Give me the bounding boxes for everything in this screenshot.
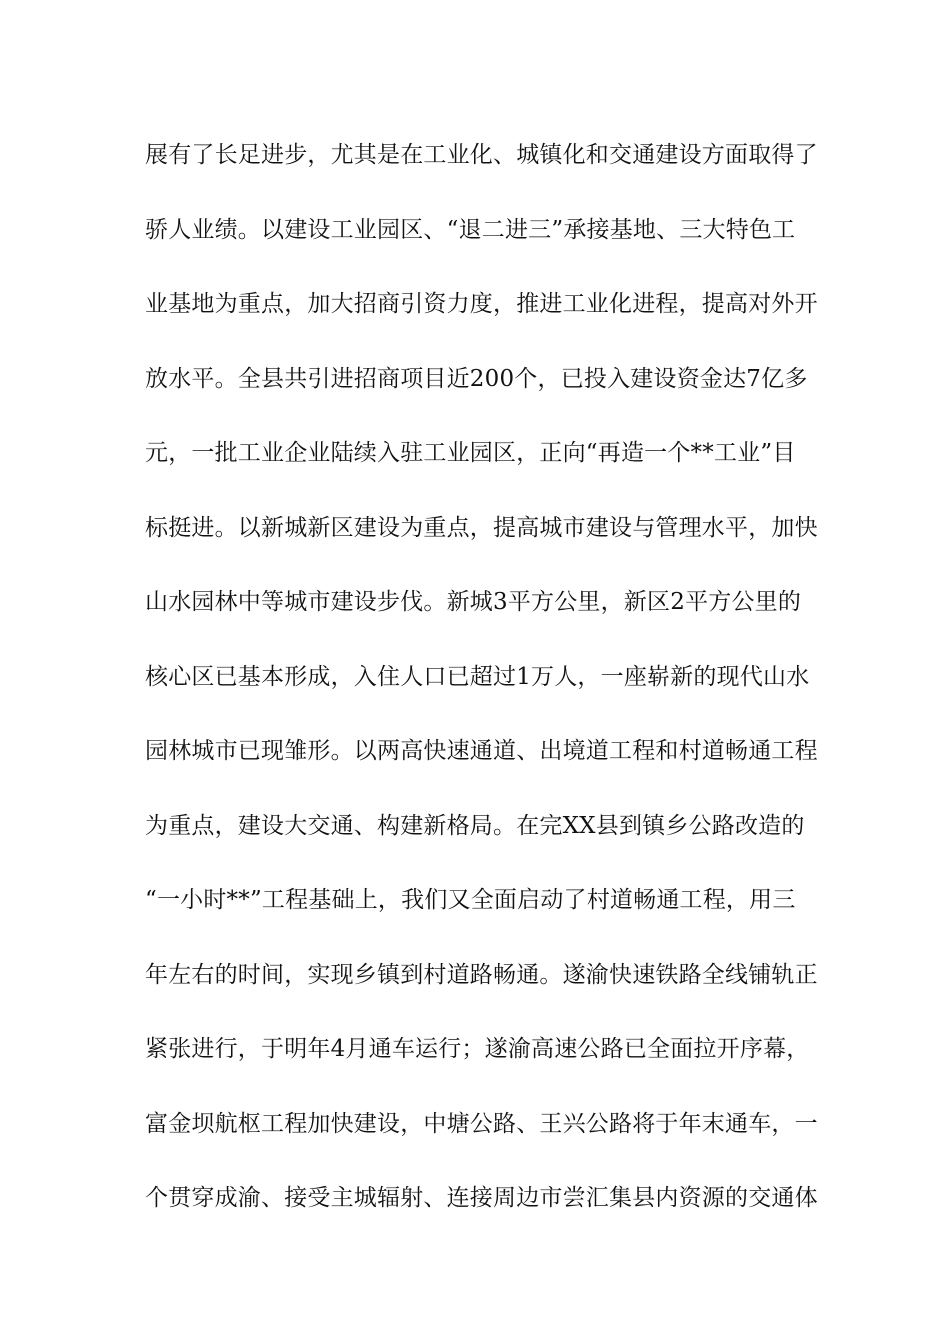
- text-line-9: 园林城市已现雏形。以两高快速通道、出境道工程和村道畅通工程: [145, 738, 818, 764]
- text-line-13: 紧张进行，于明年4月通车运行；遂渝高速公路已全面拉开序幕，: [145, 1036, 810, 1062]
- text-line-2: 骄人业绩。以建设工业园区、“退二进三”承接基地、三大特色工: [145, 216, 796, 243]
- text-line-6: 标挺进。以新城新区建设为重点，提高城市建设与管理水平，加快: [145, 514, 818, 541]
- text-line-7: 山水园林中等城市建设步伐。新城3平方公里，新区2平方公里的: [145, 589, 802, 615]
- text-line-5: 元，一批工业企业陆续入驻工业园区，正向“再造一个**工业”目: [145, 440, 796, 466]
- body-text: [145, 130, 818, 1248]
- text-line-8: 核心区已基本形成，入住人口已超过1万人，一座崭新的现代山水: [145, 663, 810, 690]
- text-line-10: 为重点，建设大交通、构建新格局。在完XX县到镇乡公路改造的: [145, 812, 805, 839]
- text-line-11: “一小时**”工程基础上，我们又全面启动了村道畅通工程，用三: [145, 887, 796, 913]
- text-line-3: 业基地为重点，加大招商引资力度，推进工业化进程，提高对外开: [145, 291, 818, 317]
- text-line-14: 富金坝航枢工程加快建设，中塘公路、王兴公路将于年末通车，一: [145, 1110, 818, 1137]
- text-line-15: 个贯穿成渝、接受主城辐射、连接周边市尝汇集县内资源的交通体: [145, 1185, 818, 1211]
- text-line-4: 放水平。全县共引进招商项目近200个，已投入建设资金达7亿多: [145, 365, 808, 392]
- text-line-1: 展有了长足进步，尤其是在工业化、城镇化和交通建设方面取得了: [145, 142, 818, 168]
- text-line-12: 年左右的时间，实现乡镇到村道路畅通。遂渝快速铁路全线铺轨正: [145, 961, 818, 988]
